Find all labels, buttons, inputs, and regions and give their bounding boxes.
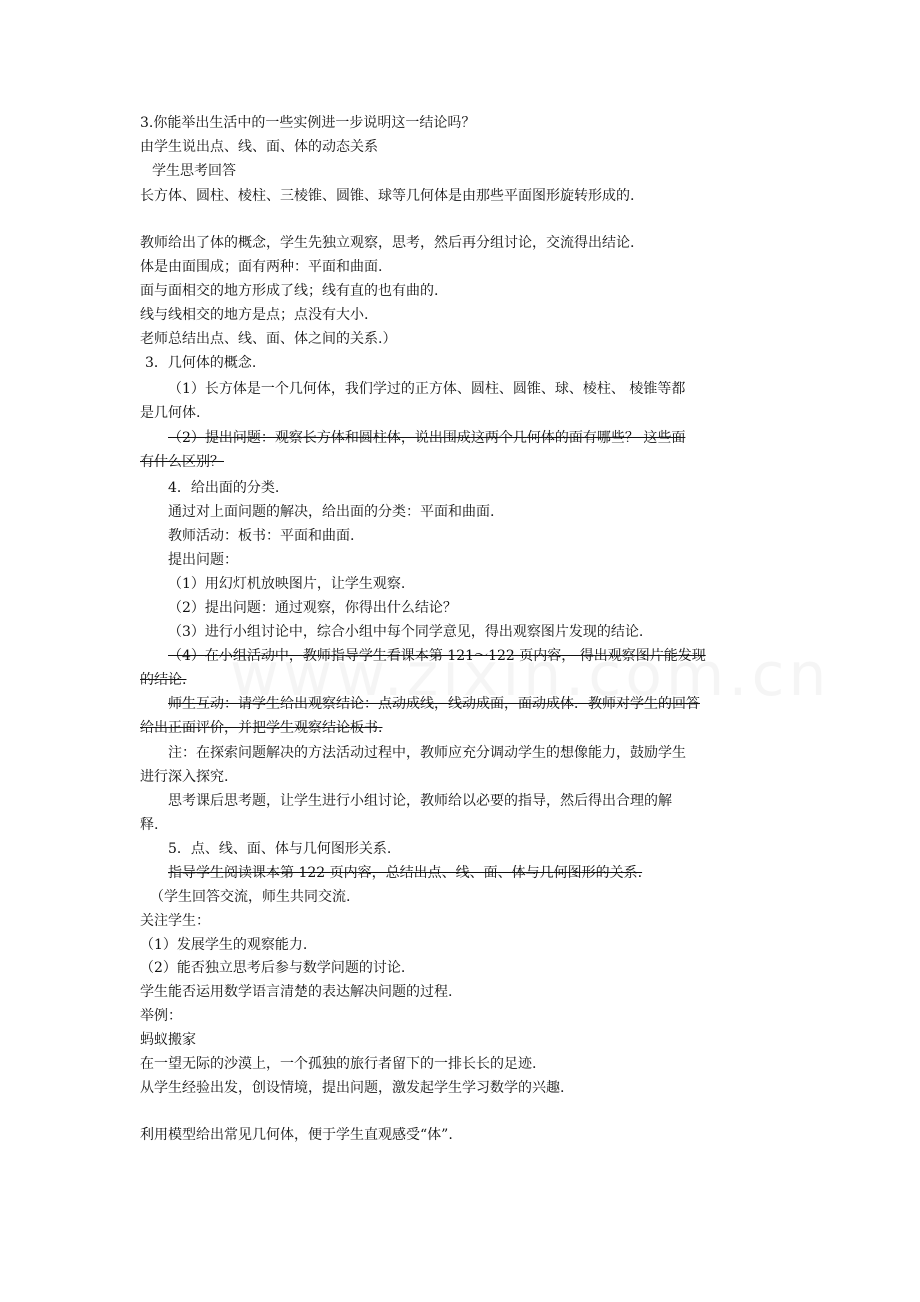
text-line: （1）用幻灯机放映图片，让学生观察. — [168, 576, 406, 592]
struck-text-line: 指导学生阅读课本第 122 页内容，总结出点、线、面、体与几何图形的关系. — [168, 865, 643, 881]
text-line: 线与线相交的地方是点；点没有大小. — [140, 307, 369, 323]
text-line: 注：在探索问题解决的方法活动过程中，教师应充分调动学生的想像能力，鼓励学生 — [168, 745, 686, 761]
text-line: 进行深入探究. — [140, 769, 229, 785]
text-line: 长方体、圆柱、棱柱、三棱锥、圆锥、球等几何体是由那些平面图形旋转形成的. — [140, 188, 635, 204]
section-heading: 5．点、线、面、体与几何图形关系. — [168, 841, 392, 857]
text-line: （2）能否独立思考后参与数学问题的讨论. — [140, 960, 406, 976]
text-line: 体是由面围成；面有两种：平面和曲面. — [140, 259, 383, 275]
section-heading: 3．几何体的概念. — [145, 355, 257, 371]
struck-text-line: 的结论. — [140, 672, 187, 688]
text-line: （1）长方体是一个几何体，我们学过的正方体、圆柱、圆锥、球、棱柱、 棱锥等都 — [168, 381, 686, 397]
text-line: 思考课后思考题，让学生进行小组讨论，教师给以必要的指导，然后得出合理的解 — [168, 793, 672, 809]
struck-text-line: 给出正面评价，并把学生观察结论板书. — [140, 720, 383, 736]
text-line: 蚂蚁搬家 — [140, 1032, 196, 1048]
text-line: 关注学生： — [140, 913, 210, 929]
text-line: 学生思考回答 — [152, 163, 236, 179]
section-heading: 4．给出面的分类. — [168, 480, 280, 496]
text-line: 教师给出了体的概念，学生先独立观察，思考，然后再分组讨论，交流得出结论. — [140, 235, 635, 251]
text-line: 学生能否运用数学语言清楚的表达解决问题的过程. — [140, 984, 453, 1000]
text-line: （3）进行小组讨论中，综合小组中每个同学意见，得出观察图片发现的结论. — [168, 624, 644, 640]
text-line: 释. — [140, 817, 159, 833]
struck-text-line: 师生互动：请学生给出观察结论：点动成线，线动成面，面动成体．教师对学生的回答 — [168, 696, 700, 712]
text-line: 是几何体. — [140, 405, 201, 421]
text-line: 3.你能举出生活中的一些实例进一步说明这一结论吗？ — [140, 115, 476, 131]
struck-text-line: （4）在小组活动中，教师指导学生看课本第 121～122 页内容， 得出观察图片能发现 — [168, 648, 706, 664]
text-line: 利用模型给出常见几何体，便于学生直观感受“体”. — [140, 1127, 453, 1143]
text-line: 面与面相交的地方形成了线；线有直的也有曲的. — [140, 283, 439, 299]
text-line: 举例： — [140, 1008, 182, 1024]
struck-text-line: 有什么区别？ — [140, 454, 224, 470]
text-line: （2）提出问题：通过观察，你得出什么结论？ — [168, 600, 457, 616]
text-line: 通过对上面问题的解决，给出面的分类：平面和曲面. — [168, 504, 495, 520]
text-line: 从学生经验出发，创设情境，提出问题，激发起学生学习数学的兴趣. — [140, 1080, 565, 1096]
text-line: 教师活动：板书：平面和曲面. — [168, 528, 355, 544]
text-line: 在一望无际的沙漠上，一个孤独的旅行者留下的一排长长的足迹. — [140, 1056, 537, 1072]
text-line: （学生回答交流，师生共同交流. — [150, 889, 351, 905]
text-line: （1）发展学生的观察能力. — [140, 937, 308, 953]
text-line: 由学生说出点、线、面、体的动态关系 — [140, 139, 378, 155]
struck-text-line: （2）提出问题：观察长方体和圆柱体，说出围成这两个几何体的面有哪些？ 这些面 — [168, 430, 686, 446]
text-line: 老师总结出点、线、面、体之间的关系.） — [140, 331, 397, 347]
text-line: 提出问题： — [168, 552, 238, 568]
